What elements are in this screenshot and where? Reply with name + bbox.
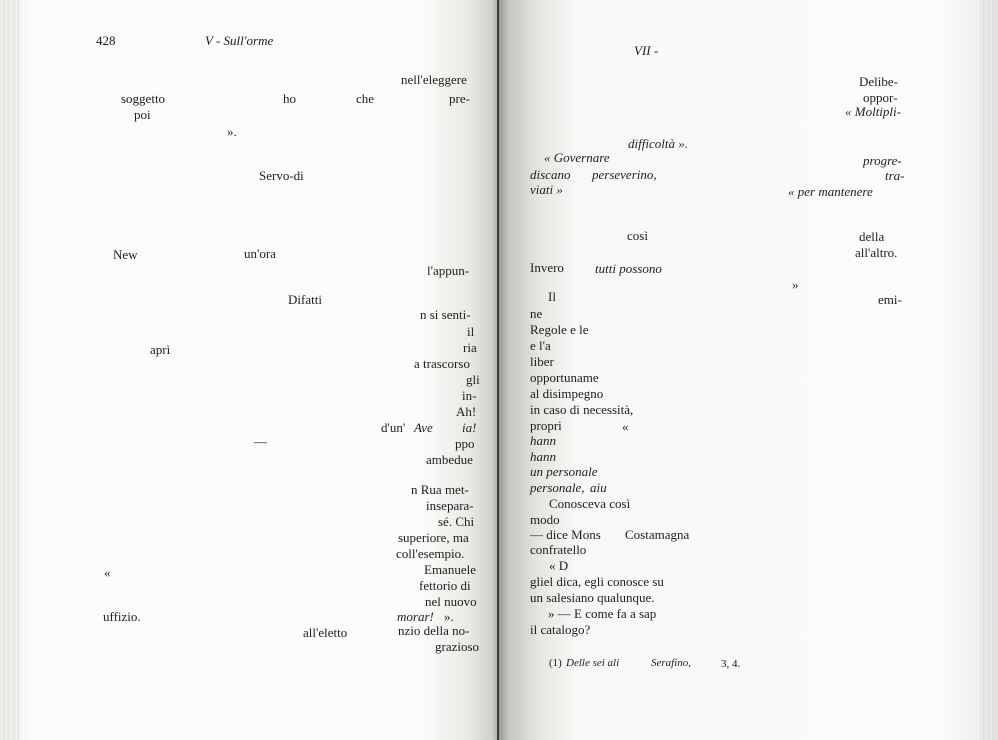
text-line: ». (444, 609, 454, 624)
text-line: Difatti (288, 292, 322, 307)
text-line: confratello (530, 542, 587, 557)
text-line: uffizio. (103, 609, 141, 624)
text-line: insepara- (426, 498, 474, 513)
text-line: liber (530, 354, 554, 369)
text-line: sé. Chi (438, 514, 475, 529)
text-line-italic: « per mantenere (788, 184, 873, 199)
text-line-italic: morar! (397, 609, 434, 624)
text-line-italic: tra- (885, 168, 905, 183)
text-line: un'ora (244, 246, 276, 261)
text-line-italic: personale, (530, 480, 585, 495)
footnote-text: Serafino, (651, 657, 692, 669)
text-line: che (356, 91, 375, 106)
text-line: n Rua met- (411, 482, 469, 497)
text-line: in- (462, 388, 477, 403)
text-line: modo (530, 512, 560, 527)
right-page-edge (980, 0, 998, 740)
text-line: Delibe- (859, 74, 898, 89)
text-line: — dice Mons (530, 527, 601, 542)
text-line: all'eletto (303, 625, 348, 640)
text-line: all'altro. (855, 245, 898, 260)
text-line: poi (134, 107, 151, 122)
text-line: al disimpegno (530, 386, 604, 401)
text-line-italic: hann (530, 449, 556, 464)
text-line: emi- (878, 292, 902, 307)
text-line: fettorio di (419, 578, 471, 593)
text-line: Il (548, 289, 556, 304)
text-line-italic: hann (530, 433, 556, 448)
text-line-italic: progre- (863, 153, 902, 168)
text-line-italic: discano (530, 167, 571, 182)
text-line: un salesiano qualunque. (530, 590, 655, 605)
text-line: oppor- (863, 90, 898, 105)
text-line-italic: difficoltà ». (628, 136, 688, 151)
dash: — (254, 434, 267, 449)
text-line: Conosceva così (549, 496, 631, 511)
text-line: l'appun- (427, 263, 470, 278)
text-line-italic: ia! (462, 420, 477, 435)
footnote-marker: (1) (549, 657, 562, 669)
text-line: nzio della no- (398, 623, 470, 638)
text-line: ho (283, 91, 296, 106)
text-line: n si senti- (420, 307, 471, 322)
footnote-ref: 3, 4. (721, 658, 741, 670)
text-line: e l'a (530, 338, 551, 353)
text-line: propri (530, 418, 562, 433)
text-line: Invero (530, 260, 564, 275)
right-page (499, 0, 998, 740)
text-line: » — E come fa a sap (548, 606, 657, 621)
text-line: Servo-di (259, 168, 304, 183)
text-line: opportuname (530, 370, 599, 385)
text-line: a trascorso (414, 356, 470, 371)
page-number: 428 (96, 33, 116, 48)
text-line: ne (530, 306, 543, 321)
text-line: Costamagna (625, 527, 690, 542)
text-line-italic: « Moltipli- (845, 104, 901, 119)
footnote-text: Delle sei ali (566, 657, 620, 669)
text-line: gliel dica, egli conosce su (530, 574, 664, 589)
text-line: « D (549, 558, 569, 573)
text-line: soggetto (121, 91, 166, 106)
text-line: così (627, 228, 648, 243)
quote-mark: « (622, 419, 629, 434)
text-line-italic: Ave (414, 420, 433, 435)
running-head-left: V - Sull'orme (205, 33, 274, 48)
text-line: ria (463, 340, 477, 355)
text-line-italic: viati » (530, 182, 563, 197)
text-line: aprì (150, 342, 171, 357)
text-line-italic: « Governare (544, 150, 610, 165)
text-line: coll'esempio. (396, 546, 465, 561)
text-line: gli (466, 372, 480, 387)
text-line: nell'eleggere (401, 72, 467, 87)
text-line-italic: tutti possono (595, 261, 662, 276)
text-line: grazioso (435, 639, 480, 654)
text-line-italic: un personale (530, 464, 598, 479)
text-line: Regole e le (530, 322, 589, 337)
text-line: ». (227, 124, 237, 139)
text-line: Ah! (456, 404, 477, 419)
text-line: il catalogo? (530, 622, 591, 637)
quote-mark: « (104, 565, 111, 580)
text-line: New (113, 247, 138, 262)
text-line: ambedue (426, 452, 473, 467)
text-line: nel nuovo (425, 594, 477, 609)
text-line: ppo (455, 436, 475, 451)
running-head-right: VII - (634, 43, 659, 58)
text-line: superiore, ma (398, 530, 469, 545)
text-line-italic: aiu (590, 480, 607, 495)
text-line-italic: perseverino, (592, 167, 657, 182)
text-line: d'un' (381, 420, 406, 435)
text-line: in caso di necessità, (530, 402, 634, 417)
text-line: della (859, 229, 885, 244)
left-page-edge (0, 0, 20, 740)
quote-mark: » (792, 277, 799, 292)
text-line: Emanuele (424, 562, 476, 577)
text-line: il (467, 324, 475, 339)
text-line: pre- (449, 91, 470, 106)
